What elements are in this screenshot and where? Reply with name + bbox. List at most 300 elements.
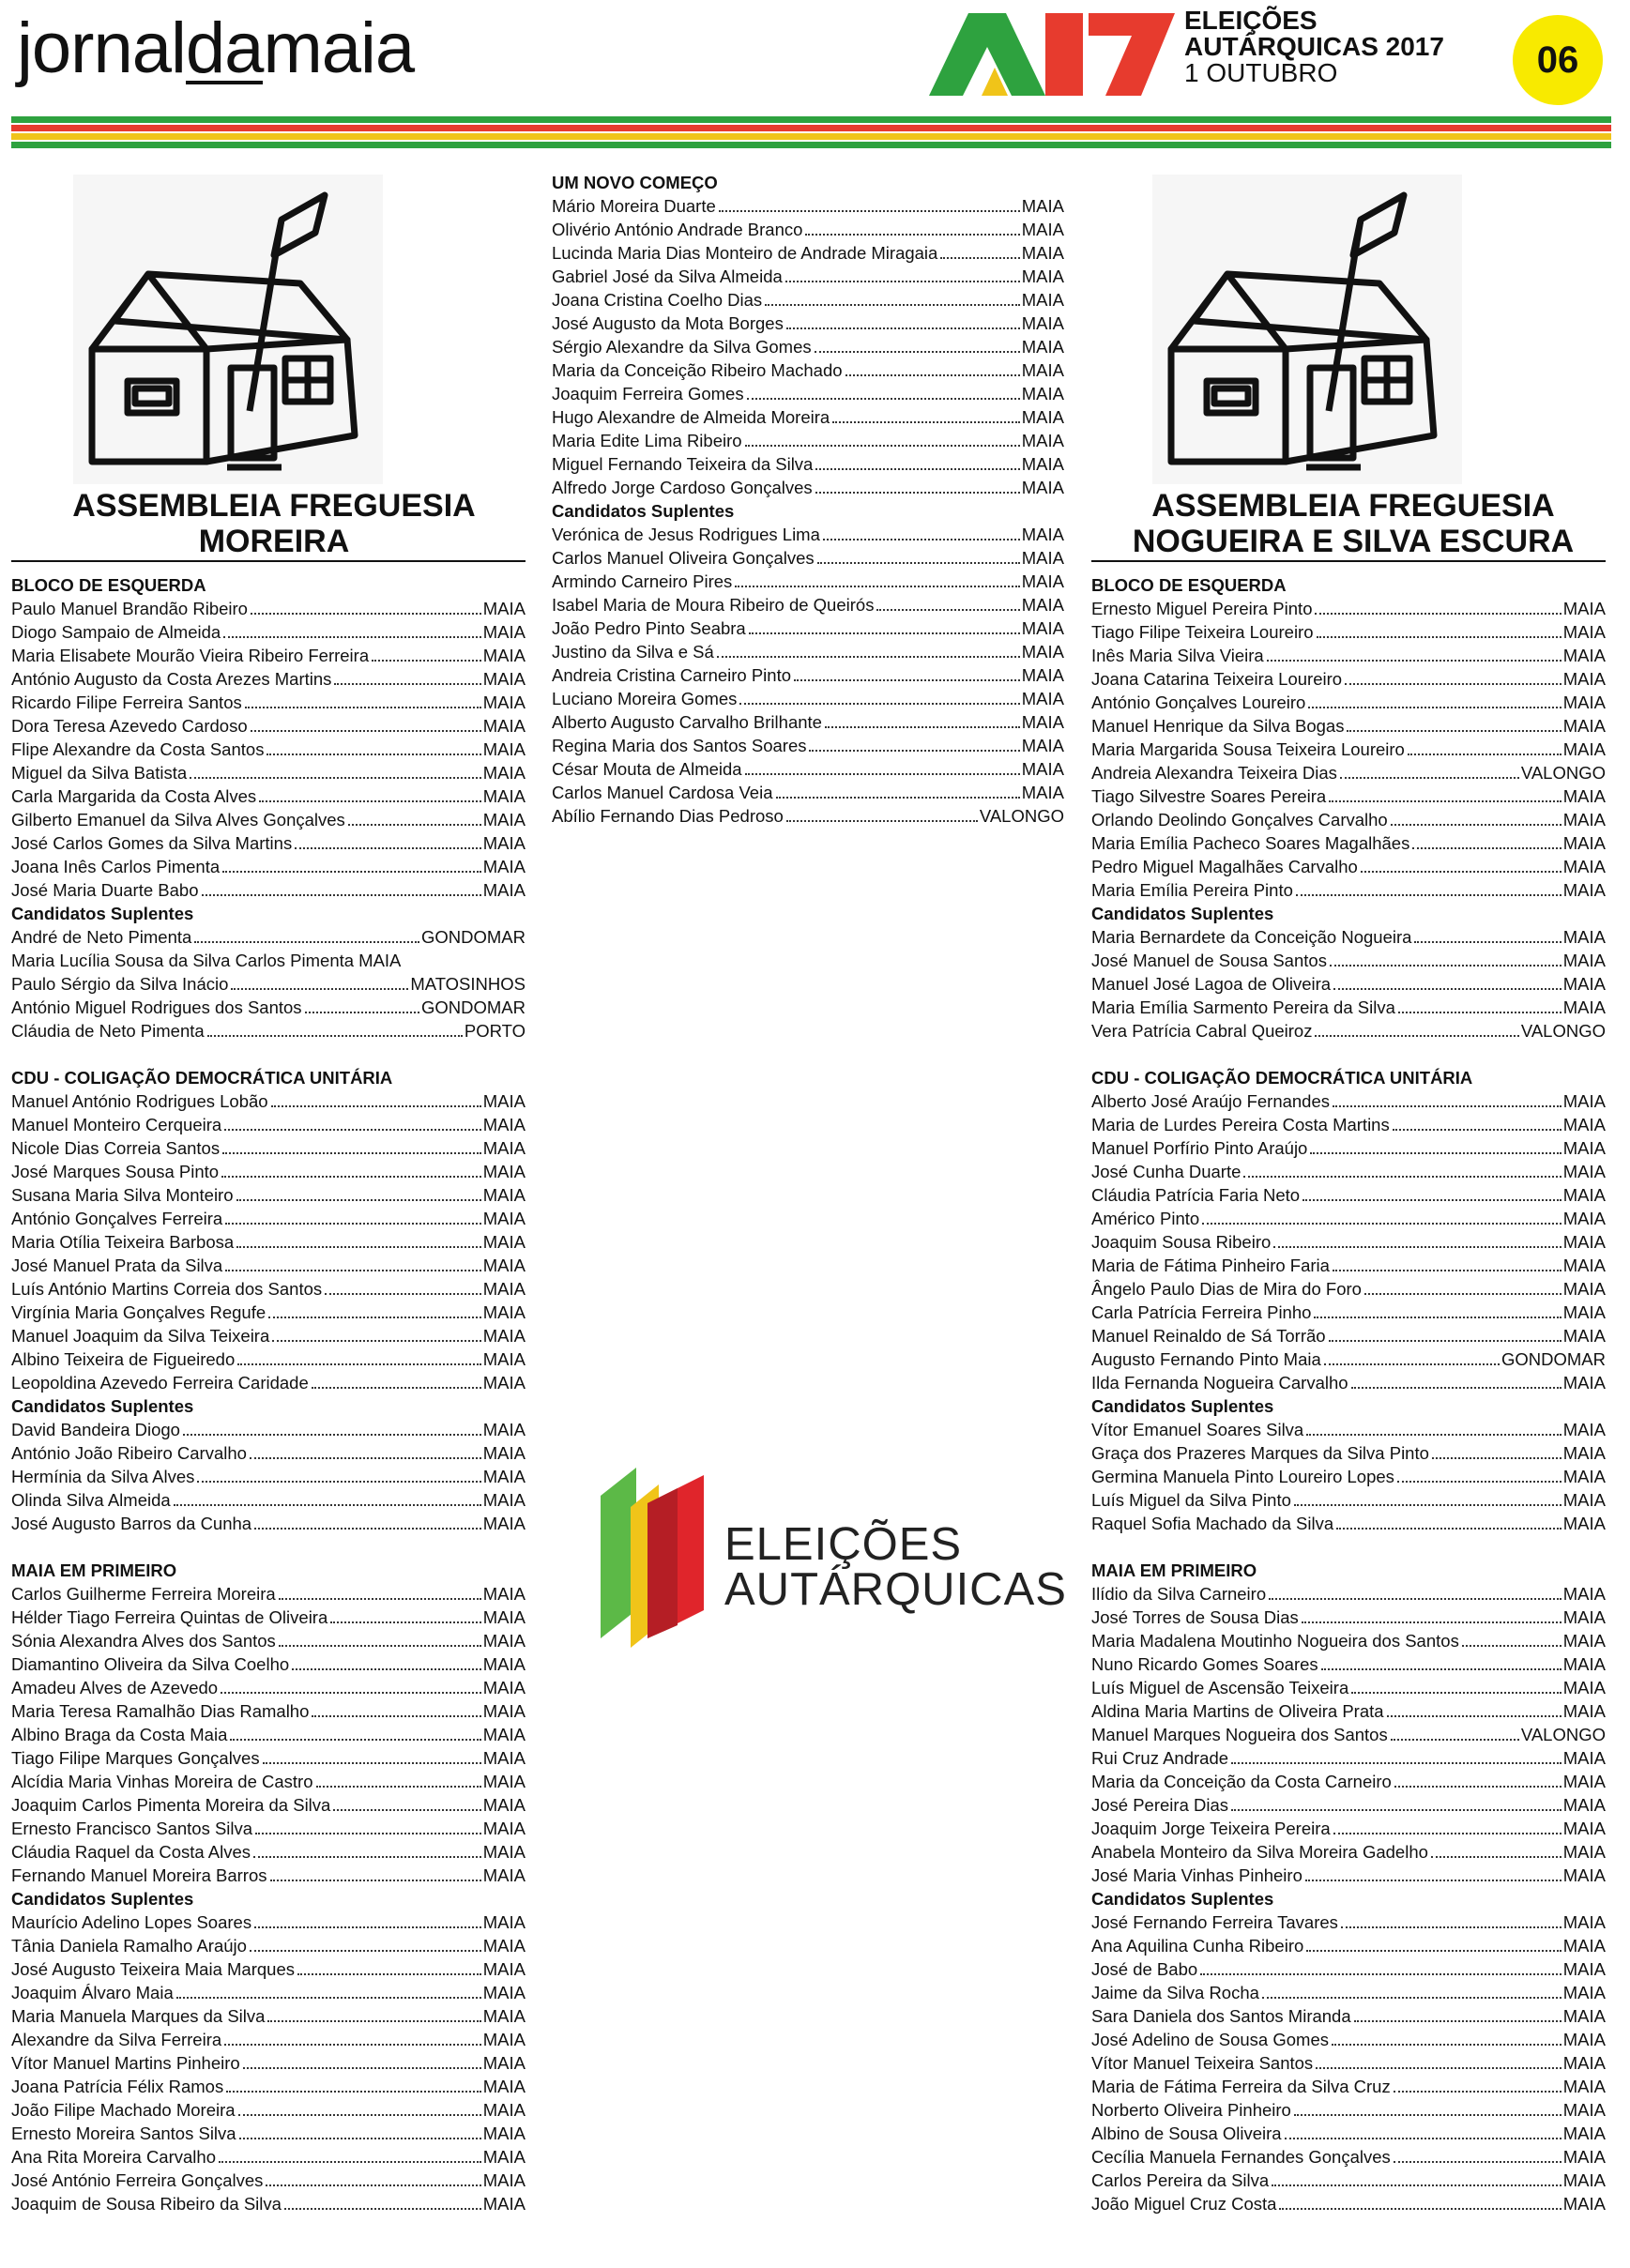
candidate-name: Joaquim Álvaro Maia — [11, 1983, 174, 2002]
candidate-municipality: VALONGO — [979, 806, 1064, 826]
candidate-row — [11, 1301, 526, 1324]
candidate-municipality: GONDOMAR — [421, 997, 526, 1017]
candidate-municipality: MAIA — [1562, 2100, 1606, 2120]
candidate-name: Alberto José Araújo Fernandes — [1091, 1091, 1331, 1111]
candidate-municipality: GONDOMAR — [1501, 1349, 1606, 1369]
header-stripe-yellow — [11, 133, 1611, 140]
candidate-municipality: MAIA — [482, 833, 526, 853]
dot-leader — [1324, 1363, 1500, 1365]
candidate-name: Albino de Sousa Oliveira — [1091, 2123, 1282, 2143]
candidate-municipality: MAIA — [1562, 1584, 1606, 1604]
dot-leader — [845, 374, 1020, 376]
candidate-row — [552, 452, 1064, 476]
candidate-municipality: MAIA — [1562, 1115, 1606, 1134]
candidate-name: Nuno Ricardo Gomes Soares — [1091, 1654, 1318, 1674]
candidate-municipality: MAIA — [1021, 783, 1064, 802]
dot-leader — [224, 2044, 481, 2046]
candidate-name: Manuel José Lagoa de Oliveira — [1091, 974, 1332, 994]
candidate-row — [552, 335, 1064, 358]
candidate-name: Joaquim Carlos Pimenta Moreira da Silva — [11, 1795, 331, 1815]
candidate-name: Cláudia de Neto Pimenta — [11, 1021, 205, 1041]
candidate-municipality: MAIA — [482, 763, 526, 783]
candidate-name: Justino da Silva e Sá — [552, 642, 714, 662]
dot-leader — [1341, 1926, 1561, 1928]
candidate-name: Jaime da Silva Rocha — [1091, 1983, 1259, 2002]
candidate-name: José Manuel de Sousa Santos — [1091, 951, 1327, 970]
candidate-municipality: MAIA — [482, 739, 526, 759]
candidate-municipality: MAIA — [1021, 360, 1064, 380]
candidate-municipality: MAIA — [482, 1514, 526, 1533]
candidate-name: António João Ribeiro Carvalho — [11, 1443, 247, 1463]
candidate-name: Fernando Manuel Moreira Barros — [11, 1865, 267, 1885]
candidate-municipality: MAIA — [1562, 2006, 1606, 2026]
candidate-row — [11, 620, 526, 644]
candidate-municipality: MAIA — [1562, 1607, 1606, 1627]
candidate-name: Joaquim Jorge Teixeira Pereira — [1091, 1819, 1331, 1838]
dot-leader — [333, 1809, 480, 1811]
candidate-municipality: MAIA — [482, 1584, 526, 1604]
candidate-row — [1091, 667, 1606, 691]
dot-leader — [1231, 1809, 1561, 1811]
dot-leader — [221, 1176, 481, 1178]
candidate-municipality: MAIA — [1021, 642, 1064, 662]
candidate-municipality: MAIA — [482, 1936, 526, 1956]
candidate-municipality: MAIA — [482, 2030, 526, 2049]
candidate-name: José Maria Duarte Babo — [11, 880, 199, 900]
dot-leader — [295, 847, 481, 849]
candidate-name: Maria da Conceição Ribeiro Machado — [552, 360, 843, 380]
dot-leader — [226, 2091, 481, 2093]
candidate-municipality: MAIA — [482, 1701, 526, 1721]
candidate-row — [552, 804, 1064, 828]
candidate-name: Luís Miguel da Silva Pinto — [1091, 1490, 1291, 1510]
candidate-name: Ilídio da Silva Carneiro — [1091, 1584, 1267, 1604]
candidate-row — [1091, 1160, 1606, 1183]
candidate-municipality: MAIA — [1562, 1772, 1606, 1791]
candidate-name: Sara Daniela dos Santos Miranda — [1091, 2006, 1351, 2026]
candidate-municipality: MAIA — [482, 1209, 526, 1228]
candidate-municipality: MAIA — [1562, 1912, 1606, 1932]
candidate-municipality: MAIA — [482, 1865, 526, 1885]
candidate-row — [1091, 925, 1606, 949]
header-stripe-green-2 — [11, 142, 1611, 148]
candidate-municipality: MAIA — [1562, 2077, 1606, 2096]
candidate-name: Joaquim Ferreira Gomes — [552, 384, 744, 403]
candidate-row — [11, 1606, 526, 1629]
left-section-title: ASSEMBLEIA FREGUESIA MOREIRA — [72, 488, 476, 559]
dot-leader — [325, 1293, 481, 1295]
candidate-municipality: MAIA — [482, 1302, 526, 1322]
dot-leader — [1347, 730, 1561, 732]
candidate-municipality: MAIA — [1021, 525, 1064, 544]
candidate-municipality: MATOSINHOS — [410, 974, 526, 994]
dot-leader — [1330, 965, 1561, 967]
candidate-municipality: MAIA — [482, 1842, 526, 1862]
candidate-municipality: MAIA — [482, 1232, 526, 1252]
candidate-row — [11, 1230, 526, 1254]
candidate-name: Dora Teresa Azevedo Cardoso — [11, 716, 248, 736]
candidate-row — [552, 405, 1064, 429]
candidate-municipality: MAIA — [482, 1420, 526, 1439]
party-heading: MAIA EM PRIMEIRO — [1091, 1560, 1257, 1580]
candidate-row — [11, 1957, 526, 1981]
candidate-name: António Gonçalves Ferreira — [11, 1209, 223, 1228]
candidate-name: Vítor Emanuel Soares Silva — [1091, 1420, 1304, 1439]
candidate-row — [1091, 2122, 1606, 2145]
candidate-row — [11, 1371, 526, 1394]
candidate-municipality: MAIA — [1021, 266, 1064, 286]
candidate-name: Aldina Maria Martins de Oliveira Prata — [1091, 1701, 1384, 1721]
candidate-municipality: MAIA — [1562, 1819, 1606, 1838]
dot-leader — [749, 632, 1020, 634]
candidate-municipality: MAIA — [1562, 857, 1606, 876]
candidate-name: Maria Emília Sarmento Pereira da Silva — [1091, 997, 1395, 1017]
candidate-municipality: MAIA — [1562, 2123, 1606, 2143]
dot-leader — [231, 988, 408, 990]
candidate-row — [11, 1488, 526, 1512]
candidate-municipality: MAIA — [1562, 1842, 1606, 1862]
candidate-municipality: MAIA — [482, 646, 526, 665]
candidate-row — [1091, 1207, 1606, 1230]
candidate-row — [11, 644, 526, 667]
dot-leader — [263, 1762, 481, 1764]
candidate-municipality: MAIA — [1562, 810, 1606, 830]
dot-leader — [1315, 613, 1561, 615]
candidate-name: Manuel Marques Nogueira dos Santos — [1091, 1725, 1388, 1744]
candidate-name: Alberto Augusto Carvalho Brilhante — [552, 712, 822, 732]
substitutes-heading: Candidatos Suplentes — [1091, 1396, 1274, 1416]
candidate-municipality: MAIA — [1021, 313, 1064, 333]
candidate-municipality: MAIA — [1562, 1373, 1606, 1393]
candidate-municipality: MAIA — [1021, 478, 1064, 497]
candidate-row — [552, 570, 1064, 593]
candidate-row — [11, 761, 526, 784]
candidate-row — [1091, 2145, 1606, 2169]
candidate-row — [1091, 996, 1606, 1019]
candidate-municipality: MAIA — [1562, 1631, 1606, 1651]
candidate-row — [1091, 831, 1606, 855]
candidate-name: Gilberto Emanuel da Silva Alves Gonçalves — [11, 810, 345, 830]
candidate-municipality: MAIA — [482, 1115, 526, 1134]
candidate-name: Ana Aquilina Cunha Ribeiro — [1091, 1936, 1304, 1956]
candidate-row — [11, 2051, 526, 2075]
candidate-name: Olinda Silva Almeida — [11, 1490, 171, 1510]
substitutes-heading: Candidatos Suplentes — [11, 904, 194, 923]
dot-leader — [1200, 1973, 1561, 1975]
candidate-municipality: MAIA — [482, 693, 526, 712]
candidate-municipality: MAIA — [1562, 1302, 1606, 1322]
candidate-municipality: MAIA — [1562, 2030, 1606, 2049]
candidate-municipality: MAIA — [1562, 1232, 1606, 1252]
party-heading: UM NOVO COMEÇO — [552, 173, 718, 192]
dot-leader — [765, 304, 1020, 306]
dot-leader — [305, 1012, 419, 1013]
candidate-municipality: MAIA — [1562, 1091, 1606, 1111]
dot-leader — [250, 1950, 481, 1952]
candidate-municipality: MAIA — [482, 1138, 526, 1158]
candidate-row — [1091, 1817, 1606, 1840]
candidate-municipality: MAIA — [1562, 997, 1606, 1017]
candidate-municipality: MAIA — [1562, 1209, 1606, 1228]
dot-leader — [717, 656, 1020, 658]
candidate-row — [1091, 878, 1606, 902]
candidate-name: Graça dos Prazeres Marques da Silva Pinto — [1091, 1443, 1429, 1463]
dot-leader — [1333, 1833, 1561, 1834]
candidate-name: Manuel António Rodrigues Lobão — [11, 1091, 268, 1111]
candidate-row — [1091, 1840, 1606, 1864]
dot-leader — [237, 1363, 481, 1365]
candidate-name: Maria Margarida Sousa Teixeira Loureiro — [1091, 739, 1405, 759]
candidate-row — [1091, 714, 1606, 738]
candidate-municipality: MAIA — [1562, 739, 1606, 759]
dot-leader — [266, 2184, 480, 2186]
candidate-row — [11, 1934, 526, 1957]
dot-leader — [1361, 871, 1561, 873]
candidate-name: Maria Teresa Ramalhão Dias Ramalho — [11, 1701, 310, 1721]
substitutes-heading: Candidatos Suplentes — [1091, 904, 1274, 923]
candidate-municipality: MAIA — [482, 2170, 526, 2190]
dot-leader — [251, 730, 481, 732]
candidate-row — [1091, 1699, 1606, 1723]
dot-leader — [236, 1199, 481, 1201]
dot-leader — [1431, 1856, 1561, 1858]
dot-leader — [197, 1481, 480, 1483]
candidate-name: Cecília Manuela Fernandes Gonçalves — [1091, 2147, 1391, 2167]
dot-leader — [1321, 1668, 1561, 1670]
candidate-row — [1091, 1934, 1606, 1957]
candidate-municipality: MAIA — [482, 1654, 526, 1674]
dot-leader — [1432, 1457, 1561, 1459]
candidate-name: José Fernando Ferreira Tavares — [1091, 1912, 1338, 1932]
candidate-row — [1091, 1089, 1606, 1113]
dot-leader — [1462, 1645, 1561, 1647]
candidate-municipality: MAIA — [482, 1091, 526, 1111]
candidate-municipality: MAIA — [1562, 599, 1606, 618]
candidate-row — [11, 1347, 526, 1371]
candidate-row — [1091, 2051, 1606, 2075]
candidate-municipality: MAIA — [482, 1373, 526, 1393]
dot-leader — [739, 703, 1019, 705]
dot-leader — [1397, 1481, 1561, 1483]
right-candidate-column — [1091, 560, 1606, 2215]
dot-leader — [284, 2208, 481, 2210]
candidate-row — [1091, 1113, 1606, 1136]
candidate-row — [11, 1582, 526, 1606]
candidate-name: Manuel Monteiro Cerqueira — [11, 1115, 222, 1134]
candidate-name: Maria de Fátima Pinheiro Faria — [1091, 1256, 1330, 1275]
candidate-row — [1091, 1418, 1606, 1441]
candidate-municipality: MAIA — [1562, 1467, 1606, 1486]
dot-leader — [1310, 1152, 1561, 1154]
candidate-name: Nicole Dias Correia Santos — [11, 1138, 221, 1158]
candidate-row — [1091, 1676, 1606, 1699]
candidate-row — [1091, 620, 1606, 644]
candidate-row — [11, 808, 526, 831]
candidate-row — [552, 265, 1064, 288]
candidate-row — [11, 1817, 526, 1840]
candidate-municipality: MAIA — [1562, 1326, 1606, 1346]
candidate-municipality: MAIA — [1021, 337, 1064, 357]
candidate-municipality: MAIA — [1021, 243, 1064, 263]
dot-leader — [1364, 1293, 1561, 1295]
candidate-row — [1091, 1957, 1606, 1981]
dot-leader — [1243, 1176, 1561, 1178]
dot-leader — [279, 1598, 481, 1600]
dot-leader — [194, 941, 419, 943]
candidate-row — [1091, 597, 1606, 620]
candidate-row — [11, 2028, 526, 2051]
candidate-row — [1091, 644, 1606, 667]
dot-leader — [1272, 2184, 1561, 2186]
candidate-row — [552, 241, 1064, 265]
candidate-name: Isabel Maria de Moura Ribeiro de Queirós — [552, 595, 875, 615]
dot-leader — [815, 468, 1019, 470]
house-flag-illustration-right — [1152, 175, 1462, 484]
candidate-name: Andreia Alexandra Teixeira Dias — [1091, 763, 1337, 783]
candidate-name: José Torres de Sousa Dias — [1091, 1607, 1299, 1627]
candidate-row — [552, 663, 1064, 687]
candidate-row — [1091, 1183, 1606, 1207]
candidate-name: Carlos Pereira da Silva — [1091, 2170, 1270, 2190]
candidate-row — [1091, 2028, 1606, 2051]
dot-leader — [1333, 988, 1561, 990]
dot-leader — [236, 1246, 481, 1248]
dot-leader — [794, 679, 1020, 681]
candidate-name: Maria Madalena Moutinho Nogueira dos Santos — [1091, 1631, 1459, 1651]
candidate-name: Alfredo Jorge Cardoso Gonçalves — [552, 478, 813, 497]
candidate-row — [11, 1136, 526, 1160]
dot-leader — [348, 824, 481, 826]
candidate-municipality: MAIA — [482, 880, 526, 900]
candidate-municipality: MAIA — [1562, 1654, 1606, 1674]
dot-leader — [719, 210, 1020, 212]
dot-leader — [1306, 1434, 1561, 1436]
dot-leader — [238, 2114, 481, 2116]
candidate-name: Regina Maria dos Santos Soares — [552, 736, 807, 755]
candidate-municipality: MAIA — [482, 599, 526, 618]
candidate-row — [1091, 1746, 1606, 1770]
candidate-municipality: MAIA — [482, 1795, 526, 1815]
candidate-row — [1091, 1723, 1606, 1746]
dot-leader — [786, 327, 1020, 329]
candidate-municipality: MAIA — [482, 1912, 526, 1932]
candidate-row — [11, 1864, 526, 1887]
candidate-municipality: MAIA — [1562, 2147, 1606, 2167]
candidate-name: Amadeu Alves de Azevedo — [11, 1678, 219, 1697]
dot-leader — [1351, 1387, 1561, 1389]
dot-leader — [1273, 1246, 1561, 1248]
candidate-name: José Augusto Barros da Cunha — [11, 1514, 252, 1533]
candidate-name: José Carlos Gomes da Silva Martins — [11, 833, 293, 853]
candidate-row — [1091, 1582, 1606, 1606]
candidate-row — [11, 2192, 526, 2215]
dot-leader — [176, 1997, 481, 1999]
candidate-municipality: PORTO — [464, 1021, 526, 1041]
autarquicas-2017-logo — [929, 11, 1175, 98]
dot-leader — [832, 421, 1020, 423]
candidate-row — [11, 714, 526, 738]
candidate-municipality: MAIA — [482, 1631, 526, 1651]
dot-leader — [330, 1621, 481, 1623]
candidate-name: Susana Maria Silva Monteiro — [11, 1185, 234, 1205]
candidate-row — [11, 1910, 526, 1934]
candidate-row — [1091, 1019, 1606, 1043]
dot-leader — [1329, 1340, 1561, 1342]
candidate-row — [11, 2169, 526, 2192]
party-heading: CDU - COLIGAÇÃO DEMOCRÁTICA UNITÁRIA — [1091, 1068, 1473, 1088]
candidate-municipality: MAIA — [482, 786, 526, 806]
candidate-row — [1091, 1324, 1606, 1347]
candidate-municipality: MAIA — [1562, 1138, 1606, 1158]
candidate-municipality: MAIA — [482, 1819, 526, 1838]
dot-leader — [1394, 2091, 1561, 2093]
dot-leader — [219, 2161, 481, 2163]
dot-leader — [1391, 824, 1561, 826]
dot-leader — [253, 1856, 481, 1858]
dot-leader — [267, 2020, 480, 2022]
candidate-row — [11, 996, 526, 1019]
candidate-municipality: MAIA — [1021, 618, 1064, 638]
dot-leader — [268, 1317, 481, 1318]
dot-leader — [292, 1668, 481, 1670]
dot-leader — [230, 1739, 480, 1741]
dot-leader — [745, 773, 1020, 775]
candidate-row — [552, 312, 1064, 335]
candidate-name: José Maria Vinhas Pinheiro — [1091, 1865, 1302, 1885]
candidate-row — [11, 738, 526, 761]
party-heading: BLOCO DE ESQUERDA — [11, 575, 206, 595]
candidate-municipality: MAIA — [1021, 220, 1064, 239]
candidate-name: Hélder Tiago Ferreira Quintas de Oliveira — [11, 1607, 328, 1627]
dot-leader — [221, 1692, 481, 1694]
candidate-municipality: MAIA — [1562, 1162, 1606, 1181]
candidate-row — [1091, 2169, 1606, 2192]
candidate-municipality: MAIA — [1562, 693, 1606, 712]
candidate-row — [11, 597, 526, 620]
dot-leader — [1333, 1270, 1561, 1271]
candidate-row — [1091, 1793, 1606, 1817]
page-number: 06 — [1513, 15, 1603, 105]
candidate-municipality: MAIA — [1021, 548, 1064, 568]
candidate-name: Inês Maria Silva Vieira — [1091, 646, 1264, 665]
dot-leader — [785, 281, 1020, 282]
dot-leader — [312, 1715, 480, 1717]
candidate-row — [1091, 1981, 1606, 2004]
candidate-row — [552, 218, 1064, 241]
candidate-row — [1091, 784, 1606, 808]
candidate-municipality: MAIA — [1562, 2194, 1606, 2214]
header-stripe-green — [11, 116, 1611, 123]
candidate-municipality: MAIA — [1562, 622, 1606, 642]
candidate-municipality: MAIA — [482, 669, 526, 689]
dot-leader — [225, 1223, 481, 1225]
candidate-name: Manuel Porfírio Pinto Araújo — [1091, 1138, 1308, 1158]
candidate-municipality: MAIA — [1021, 196, 1064, 216]
candidate-name: Diamantino Oliveira da Silva Coelho — [11, 1654, 290, 1674]
candidate-name: Carlos Manuel Cardosa Veia — [552, 783, 773, 802]
candidate-name: Vítor Manuel Teixeira Santos — [1091, 2053, 1314, 2073]
candidate-name: Armindo Carneiro Pires — [552, 571, 733, 591]
candidate-name: Leopoldina Azevedo Ferreira Caridade — [11, 1373, 309, 1393]
dot-leader — [1202, 1223, 1561, 1225]
candidate-name: Tiago Filipe Marques Gonçalves — [11, 1748, 260, 1768]
dot-leader — [267, 753, 480, 755]
candidate-municipality: MAIA — [482, 1678, 526, 1697]
candidate-row — [11, 1652, 526, 1676]
candidate-row — [1091, 808, 1606, 831]
dot-leader — [312, 1387, 481, 1389]
candidate-name: Vera Patrícia Cabral Queiroz — [1091, 1021, 1313, 1041]
